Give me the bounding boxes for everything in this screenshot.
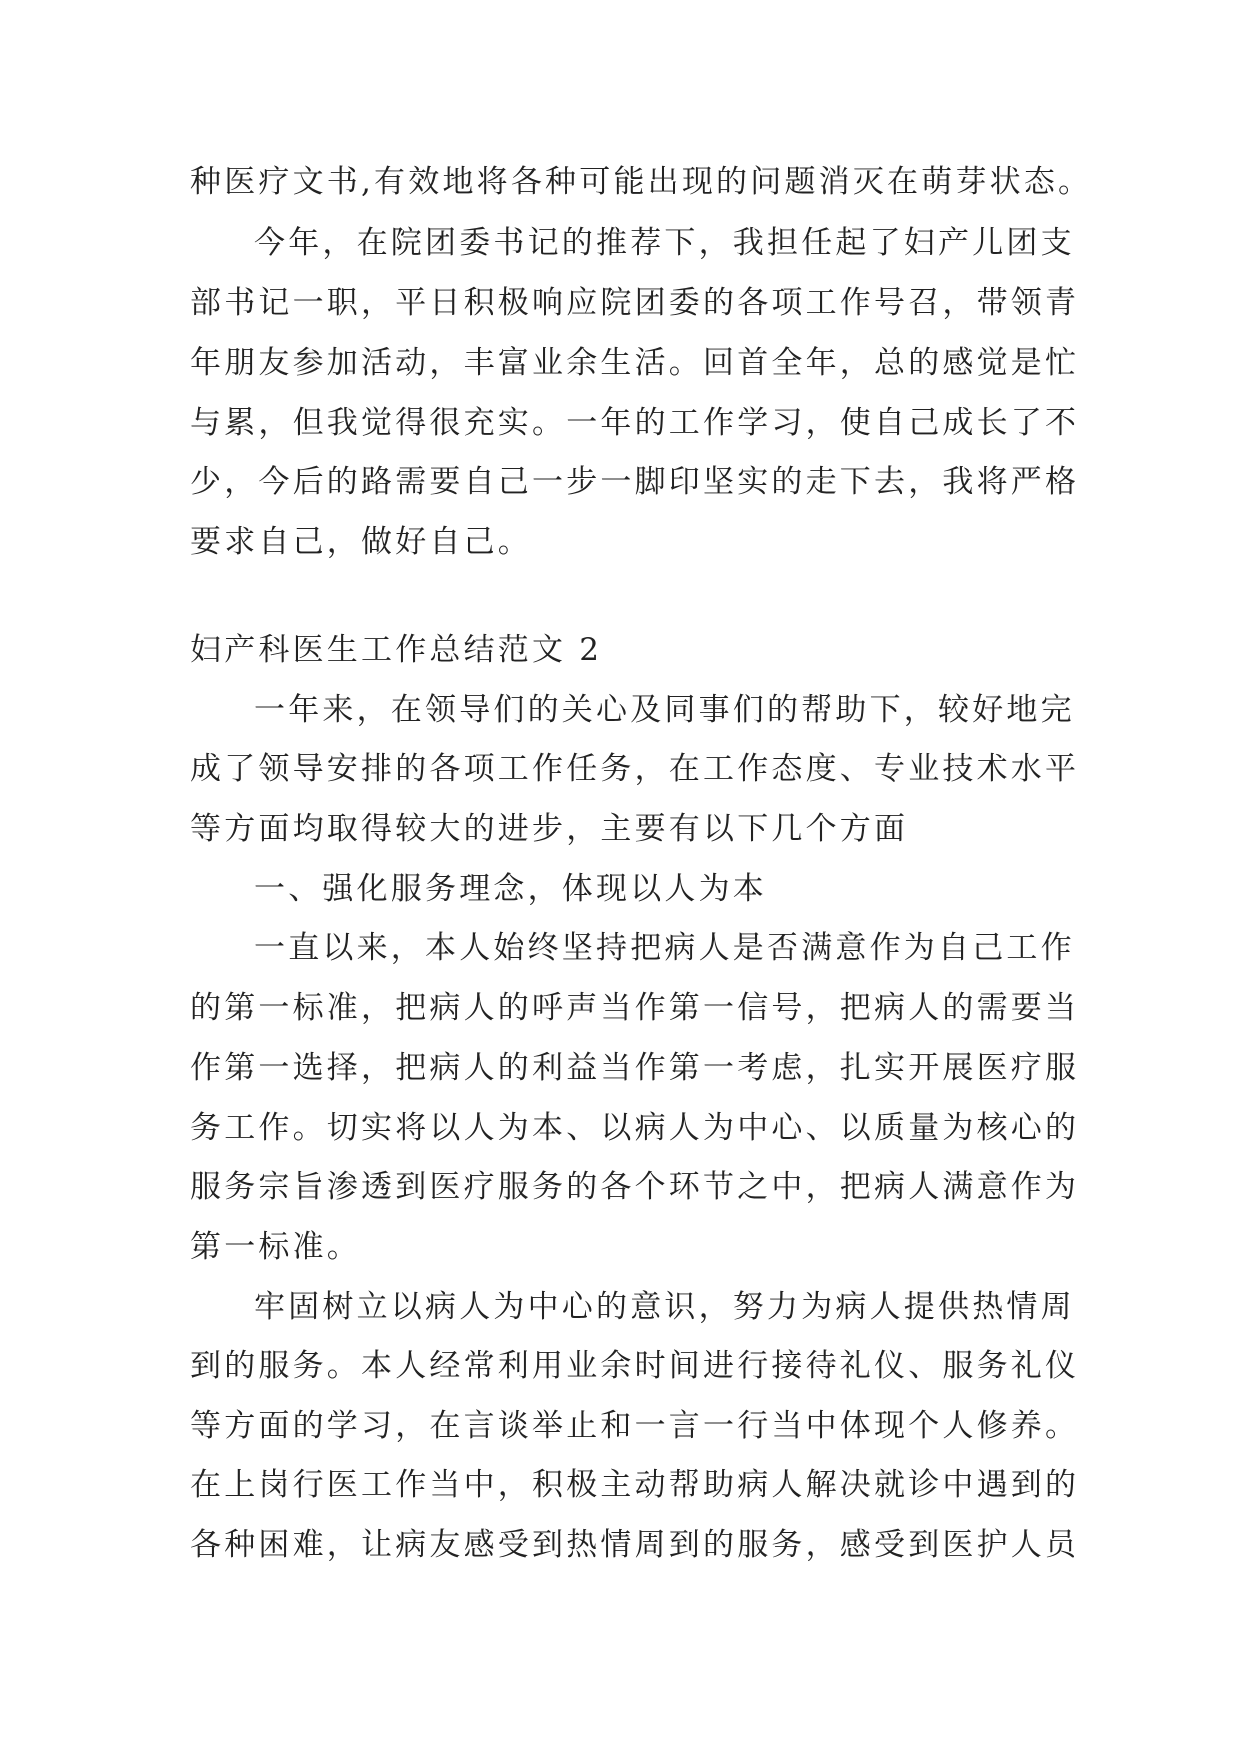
- section-heading: 妇产科医生工作总结范文 2: [190, 632, 603, 668]
- body-text-line: 等方面的学习，在言谈举止和一言一行当中体现个人修养。: [190, 1408, 1080, 1444]
- body-text-line: 少，今后的路需要自己一步一脚印坚实的走下去，我将严格: [190, 464, 1080, 500]
- body-text-line: 在上岗行医工作当中，积极主动帮助病人解决就诊中遇到的: [190, 1467, 1080, 1503]
- body-text-line: 第一标准。: [190, 1229, 361, 1265]
- subsection-heading: 一、强化服务理念，体现以人为本: [254, 871, 767, 907]
- body-text-line: 到的服务。本人经常利用业余时间进行接待礼仪、服务礼仪: [190, 1348, 1080, 1384]
- body-text-line: 的第一标准，把病人的呼声当作第一信号，把病人的需要当: [190, 990, 1080, 1026]
- body-text-line: 年朋友参加活动，丰富业余生活。回首全年，总的感觉是忙: [190, 345, 1080, 381]
- body-text-line: 等方面均取得较大的进步，主要有以下几个方面: [190, 811, 909, 847]
- paragraph-first-line: 今年，在院团委书记的推荐下，我担任起了妇产儿团支: [254, 225, 1075, 261]
- paragraph-first-line: 一年来，在领导们的关心及同事们的帮助下，较好地完: [254, 692, 1075, 728]
- body-text-line: 务工作。切实将以人为本、以病人为中心、以质量为核心的: [190, 1110, 1080, 1146]
- body-text-line: 作第一选择，把病人的利益当作第一考虑，扎实开展医疗服: [190, 1050, 1080, 1086]
- body-text-line: 部书记一职，平日积极响应院团委的各项工作号召，带领青: [190, 285, 1080, 321]
- body-text-line: 种医疗文书,有效地将各种可能出现的问题消灭在萌芽状态。: [190, 164, 1093, 200]
- body-text-line: 服务宗旨渗透到医疗服务的各个环节之中，把病人满意作为: [190, 1169, 1080, 1205]
- body-text-line: 与累，但我觉得很充实。一年的工作学习，使自己成长了不: [190, 405, 1080, 441]
- body-text-line: 成了领导安排的各项工作任务，在工作态度、专业技术水平: [190, 751, 1080, 787]
- paragraph-first-line: 一直以来，本人始终坚持把病人是否满意作为自己工作: [254, 930, 1075, 966]
- body-text-line: 要求自己，做好自己。: [190, 524, 532, 560]
- paragraph-first-line: 牢固树立以病人为中心的意识，努力为病人提供热情周: [254, 1289, 1075, 1325]
- body-text-line: 各种困难，让病友感受到热情周到的服务，感受到医护人员: [190, 1527, 1080, 1563]
